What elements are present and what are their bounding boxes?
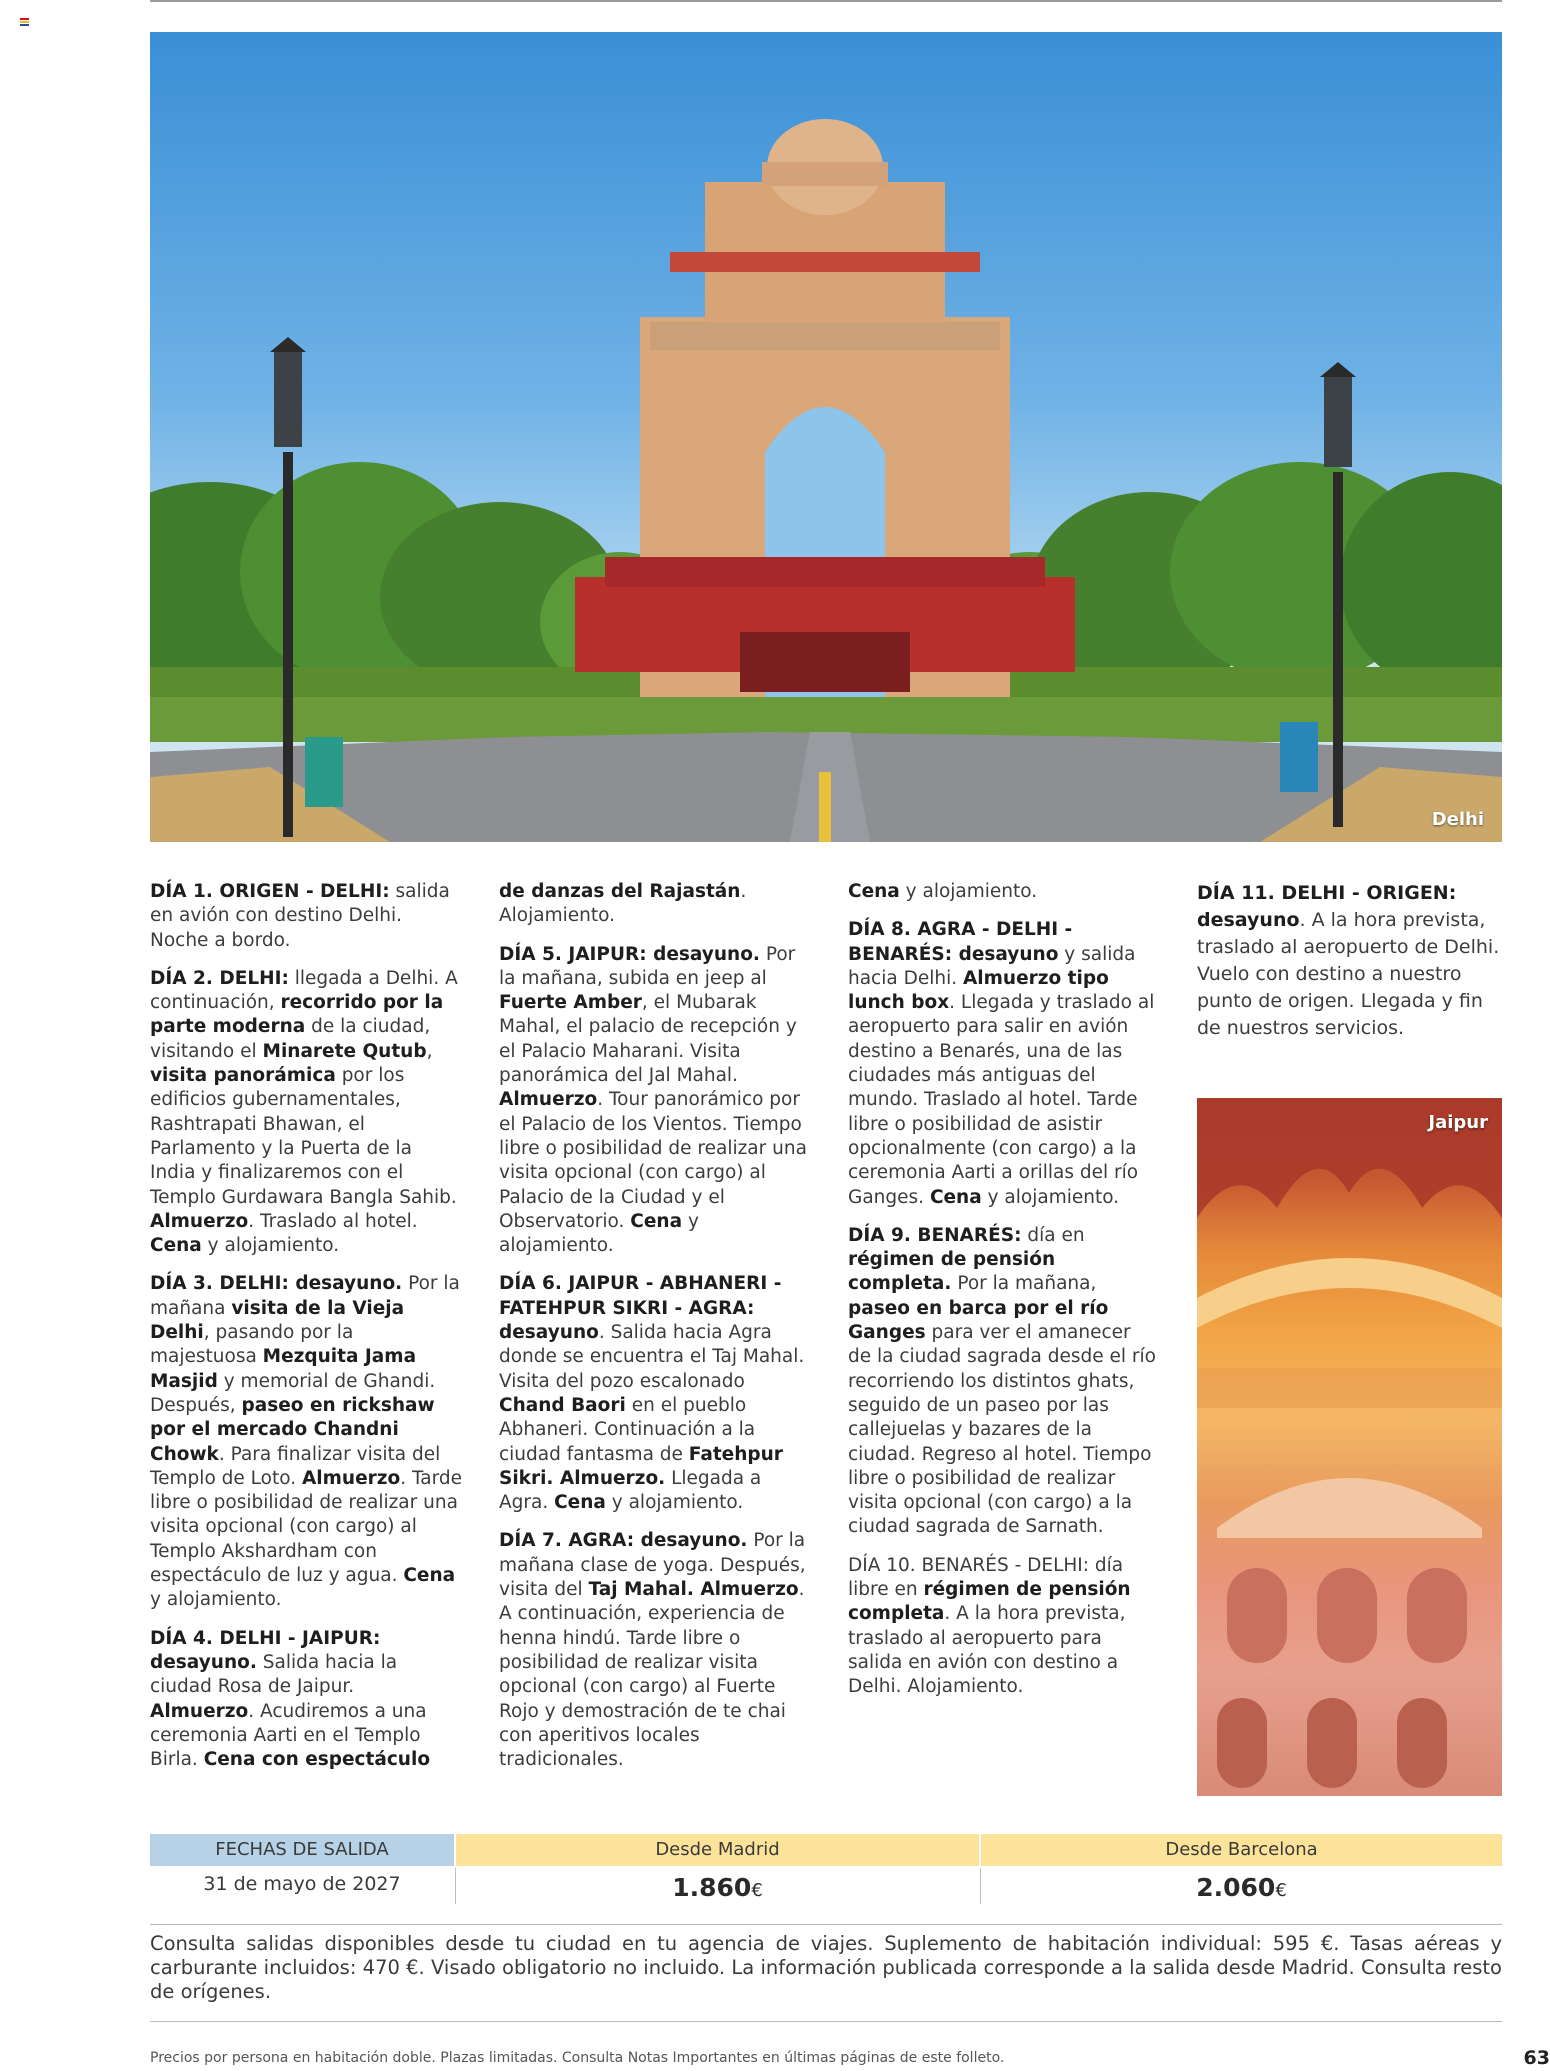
body-text: . Llegada y traslado al aeropuerto para salir en avión destino a Benarés, una de las ciudades más antiguas del mundo. Traslado al hotel. Tarde libre o posibilidad de asistir opcionalmente (con cargo) a la ceremonia Aarti a orillas del río Ganges. bbox=[848, 992, 1155, 1208]
itinerary-column-1 bbox=[150, 880, 462, 1786]
itinerary-column-2 bbox=[499, 880, 811, 1786]
madrid-header: Desde Madrid bbox=[456, 1834, 979, 1866]
body-text: , el Mubarak Mahal, el palacio de recepción y el Palacio Maharani. Visita panorámica del Jal Mahal. bbox=[499, 992, 797, 1087]
highlight-text: Minarete Qutub bbox=[262, 1040, 427, 1062]
highlight-text: Chand Baori bbox=[499, 1394, 626, 1416]
highlight-text: DÍA 9. BENARÉS: bbox=[848, 1224, 1022, 1246]
body-text: llegada a Delhi. A continuación, bbox=[150, 967, 458, 1014]
info-text: Consulta salidas disponibles desde tu ciudad en tu agencia de viajes. Suplemento de habitación individual: 595 €. Tasas aéreas y carburante incluidos: 470 €. Visado obligatorio no incluido. La información publicada corresponde a la salida desde Madrid. Consulta resto de orígenes. bbox=[150, 1932, 1502, 2003]
itinerary-day bbox=[499, 943, 811, 1259]
body-text: Por la mañana, subida en jeep al bbox=[499, 943, 796, 989]
barcelona-header: Desde Barcelona bbox=[981, 1834, 1502, 1866]
highlight-text: Cena bbox=[630, 1210, 683, 1232]
highlight-text: Fuerte Amber bbox=[499, 992, 642, 1014]
body-text: . Tour panorámico por el Palacio de los Vientos. Tiempo libre o posibilidad de realizar una visita opcional (con cargo) al Palacio de la Ciudad y el Observatorio. bbox=[499, 1089, 807, 1232]
body-text: Llegada a Agra. bbox=[499, 1467, 762, 1514]
body-text: Por la mañana bbox=[150, 1273, 460, 1319]
flag-icon bbox=[20, 18, 29, 26]
photo-caption-delhi: Delhi bbox=[1431, 809, 1484, 830]
highlight-text: Mezquita Jama Masjid bbox=[150, 1346, 417, 1392]
highlight-text: DÍA 7. AGRA: desayuno. bbox=[499, 1530, 748, 1552]
highlight-text: DÍA 3. DELHI: desayuno. bbox=[150, 1273, 403, 1295]
body-text: salida en avión con destino Delhi. Noche a bordo. bbox=[150, 881, 450, 951]
highlight-text: Cena bbox=[150, 1235, 202, 1257]
highlight-text: visita panorámica bbox=[150, 1065, 336, 1087]
madrid-price bbox=[456, 1868, 979, 1908]
highlight-text: DÍA 1. ORIGEN - DELHI: bbox=[150, 881, 390, 902]
body-text: y alojamiento. bbox=[150, 1589, 282, 1611]
itinerary-day bbox=[848, 918, 1158, 1210]
body-text: para ver el amanecer de la ciudad sagrada desde el río recorriendo los distintos ghats, seguido de un paseo por las callejuelas y bazares de la ciudad. Regreso al hotel. Tiempo libre o posibilidad de realizar visita opcional (con cargo) a la ciudad sagrada de Sarnath. bbox=[848, 1322, 1156, 1538]
highlight-text: Cena con espectáculo bbox=[203, 1749, 431, 1771]
itinerary-day bbox=[848, 1224, 1158, 1540]
highlight-text: Cena bbox=[929, 1186, 982, 1208]
highlight-text: recorrido por la parte moderna bbox=[150, 992, 444, 1038]
highlight-text: Cena bbox=[848, 881, 900, 902]
price-table bbox=[150, 1834, 1502, 1908]
highlight-text: Almuerzo bbox=[150, 1700, 249, 1722]
itinerary-day bbox=[150, 1627, 462, 1773]
body-text: y alojamiento. bbox=[605, 1492, 744, 1514]
highlight-text: Almuerzo bbox=[301, 1467, 401, 1489]
body-text: Por la mañana clase de yoga. Después, visita del bbox=[499, 1530, 806, 1601]
itinerary-day bbox=[848, 880, 1158, 904]
body-text: y alojamiento. bbox=[981, 1186, 1120, 1208]
body-text: . A la hora prevista, traslado al aeropuerto para salida en avión con destino a Delhi. Alojamiento. bbox=[848, 1603, 1126, 1698]
body-text: . Tarde libre o posibilidad de realizar una visita opcional (con cargo) al Templo Akshardham con espectáculo de luz y agua. bbox=[150, 1467, 462, 1587]
page-number: 63 bbox=[1523, 2047, 1550, 2069]
photo-caption-jaipur: Jaipur bbox=[1428, 1112, 1488, 1133]
highlight-text: DÍA 4. DELHI - JAIPUR: desayuno. bbox=[150, 1627, 381, 1673]
highlight-text: DÍA 6. JAIPUR - ABHANERI - FATEHPUR SIKRI - AGRA: desayuno bbox=[499, 1273, 782, 1344]
highlight-text: DÍA 5. JAIPUR: desayuno. bbox=[499, 943, 760, 965]
body-text: y alojamiento. bbox=[201, 1235, 340, 1257]
body-text: y alojamiento. bbox=[499, 1210, 699, 1257]
madrid-price-currency: € bbox=[751, 1880, 763, 1901]
itinerary-column-3 bbox=[848, 880, 1158, 1714]
highlight-text: Almuerzo bbox=[150, 1210, 249, 1232]
body-text: Por la mañana, bbox=[951, 1273, 1097, 1295]
body-text: de la ciudad, visitando el bbox=[150, 1016, 431, 1062]
highlight-text: Cena bbox=[403, 1565, 456, 1587]
body-text: , pasando por la majestuosa bbox=[150, 1322, 354, 1368]
itinerary-day bbox=[499, 880, 811, 929]
body-text: día en bbox=[1021, 1224, 1085, 1246]
divider bbox=[150, 1924, 1502, 1925]
highlight-text: paseo en barca por el río Ganges bbox=[848, 1297, 1109, 1344]
highlight-text: régimen de pensión completa. bbox=[848, 1249, 1056, 1295]
highlight-text: DÍA 2. DELHI: bbox=[150, 967, 289, 989]
itinerary-day bbox=[150, 880, 462, 953]
itinerary-day bbox=[150, 967, 462, 1259]
barcelona-price-value: 2.060 bbox=[1196, 1873, 1276, 1902]
dates-header: FECHAS DE SALIDA bbox=[150, 1834, 454, 1866]
body-text: y alojamiento. bbox=[899, 881, 1038, 902]
itinerary-day bbox=[848, 1554, 1158, 1700]
barcelona-price bbox=[981, 1868, 1502, 1908]
highlight-text: régimen de pensión completa bbox=[848, 1579, 1131, 1625]
divider bbox=[150, 2021, 1502, 2022]
highlight-text: paseo en rickshaw por el mercado Chandni Chowk bbox=[150, 1394, 435, 1465]
body-text: . A continuación, experiencia de henna hindú. Tarde libre o posibilidad de realizar visita opcional (con cargo) al Fuerte Rojo y demostración de te chai con aperitivos locales tradicionales. bbox=[499, 1579, 805, 1771]
body-text: . Salida hacia Agra donde se encuentra el Taj Mahal. Visita del pozo escalonado bbox=[499, 1322, 805, 1392]
body-text: , bbox=[426, 1040, 433, 1062]
jaipur-palace-illustration bbox=[1197, 1098, 1502, 1796]
body-text: por los edificios gubernamentales, Rashtrapati Bhawan, el Parlamento y la Puerta de la India y finalizaremos con el Templo Gurdawara Bangla Sahib. bbox=[150, 1065, 457, 1208]
hero-photo-delhi bbox=[150, 32, 1502, 842]
barcelona-price-currency: € bbox=[1275, 1880, 1287, 1901]
body-text: Salida hacia la ciudad Rosa de Jaipur. bbox=[150, 1651, 398, 1698]
itinerary-day bbox=[499, 1529, 811, 1772]
highlight-text: Taj Mahal. Almuerzo bbox=[588, 1579, 799, 1601]
highlight-text: Almuerzo tipo lunch box bbox=[848, 967, 1109, 1014]
footnote: Precios por persona en habitación doble. Plazas limitadas. Consulta Notas Importantes en últimas páginas de este folleto. bbox=[150, 2050, 1005, 2066]
body-text: y salida hacia Delhi. bbox=[848, 943, 1136, 989]
body-text: . Para finalizar visita del Templo de Loto. bbox=[150, 1443, 441, 1489]
body-text: . Traslado al hotel. bbox=[248, 1210, 418, 1232]
highlight-text: DÍA 8. AGRA - DELHI - BENARÉS: desayuno bbox=[848, 919, 1073, 965]
india-gate-illustration bbox=[150, 32, 1502, 842]
body-text: y memorial de Ghandi. Después, bbox=[150, 1370, 436, 1416]
itinerary-day bbox=[1197, 880, 1502, 1042]
body-text: en el pueblo Abhaneri. Continuación a la ciudad fantasma de bbox=[499, 1394, 756, 1465]
body-text: . Alojamiento. bbox=[499, 881, 747, 927]
itinerary-column-4 bbox=[1197, 880, 1502, 1056]
highlight-text: de danzas del Rajastán bbox=[499, 881, 741, 902]
highlight-text: Almuerzo bbox=[499, 1089, 598, 1111]
top-rule bbox=[150, 0, 1502, 2]
departure-date: 31 de mayo de 2027 bbox=[203, 1873, 401, 1895]
madrid-price-value: 1.860 bbox=[672, 1873, 752, 1902]
highlight-text: Cena bbox=[554, 1492, 606, 1514]
highlight-text: visita de la Vieja Delhi bbox=[150, 1297, 405, 1344]
body-text: . Acudiremos a una ceremonia Aarti en el Templo Birla. bbox=[150, 1700, 427, 1771]
highlight-text: DÍA 11. DELHI - ORIGEN: desayuno bbox=[1197, 882, 1457, 931]
body-text: . A la hora prevista, traslado al aeropuerto de Delhi. Vuelo con destino a nuestro punto de origen. Llegada y fin de nuestros servicios. bbox=[1197, 909, 1500, 1039]
highlight-text: Fatehpur Sikri. Almuerzo. bbox=[499, 1443, 783, 1489]
body-text: DÍA 10. BENARÉS - DELHI: día libre en bbox=[848, 1554, 1124, 1601]
itinerary-day bbox=[150, 1272, 462, 1612]
side-photo-jaipur bbox=[1197, 1098, 1502, 1796]
itinerary-day bbox=[499, 1272, 811, 1515]
